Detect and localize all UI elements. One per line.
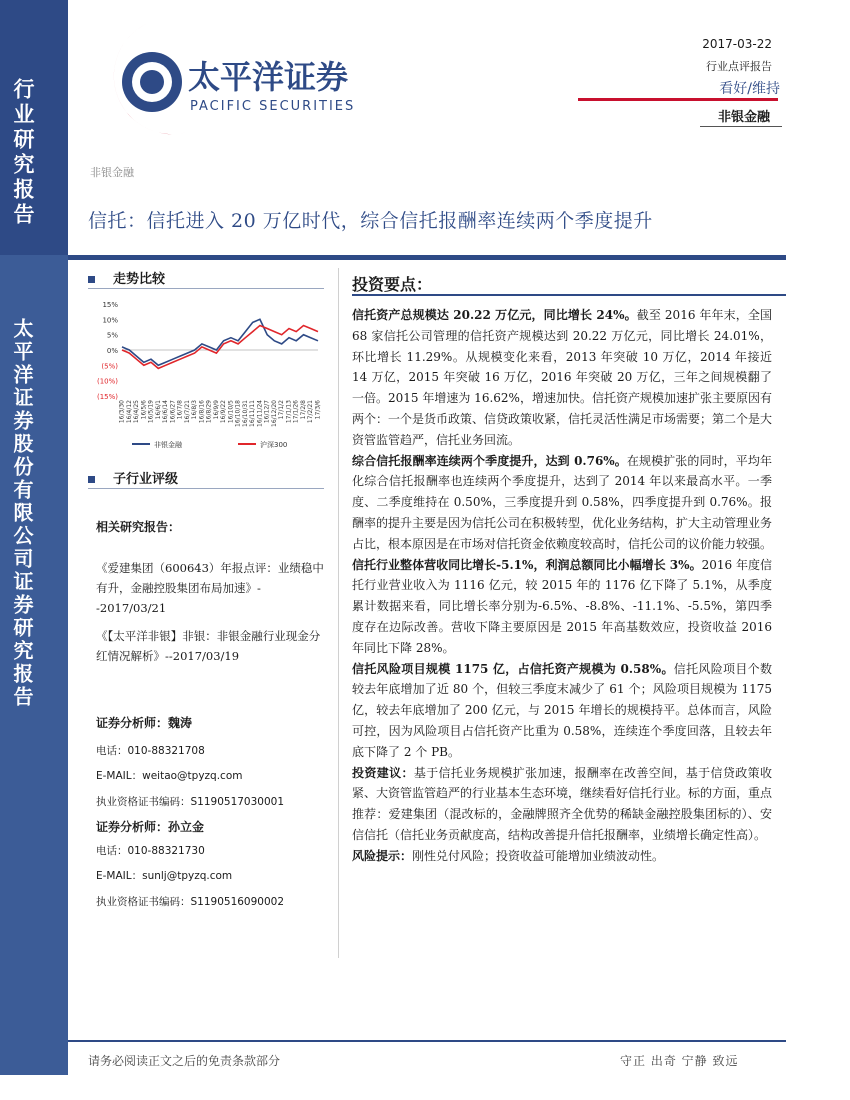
header-sector: 非银金融	[717, 110, 770, 125]
paragraph-text: 2016 年度信托行业营业收入为 1116 亿元，较 2015 年的 1176 亿下降了 5.1%，从季度累计数据来看，同比增长率分别为-6.5%、-8.8%、-11.1%、-5.5%，第四季度存在边际改善。营收下降主要原因是 2015 年高基数效应，投资收益 2016 年同比下降 28%。	[352, 557, 772, 655]
x-tick-label: 16/7/21	[183, 400, 191, 424]
y-tick-label: (5%)	[101, 362, 118, 371]
industry-rating: 看好/维持	[719, 81, 780, 97]
subindustry-heading-text: 子行业评级	[113, 472, 179, 487]
x-tick-label: 16/8/29	[205, 400, 213, 424]
paragraph-advice	[352, 763, 772, 846]
page-title: 信托：信托进入 20 万亿时代，综合信托报酬率连续两个季度提升	[88, 210, 653, 232]
x-tick-label: 16/7/8	[176, 400, 184, 420]
y-tick-label: (10%)	[96, 377, 118, 386]
y-tick-label: 15%	[102, 301, 118, 309]
x-tick-label: 16/9/9	[212, 400, 220, 420]
legend-label: 非银金融	[154, 441, 182, 449]
series-line-非银金融	[122, 319, 318, 365]
related-report-1[interactable]: 《爱建集团（600643）年报点评：业绩稳中有升，金融控股集团布局加速》--2017/03/21	[96, 561, 324, 615]
analyst-phone: 电话：010-88321730	[96, 845, 205, 857]
trend-rule	[88, 288, 324, 289]
paragraph-lead: 风险提示：	[352, 848, 413, 863]
logo-mark-icon	[88, 16, 378, 140]
paragraph-text: 刚性兑付风险；投资收益可能增加业绩波动性。	[412, 848, 665, 863]
report-date: 2017-03-22	[702, 37, 772, 51]
x-tick-label: 17/1/13	[285, 400, 293, 424]
analyst-email[interactable]: E-MAIL：weitao@tpyzq.com	[96, 770, 243, 782]
analyst-email[interactable]: E-MAIL：sunlj@tpyzq.com	[96, 870, 233, 882]
analyst-phone: 电话：010-88321708	[96, 745, 205, 757]
related-reports-heading: 相关研究报告：	[96, 520, 181, 534]
x-tick-label: 17/2/8	[299, 400, 307, 420]
paragraph-text: 在规模扩张的同时，平均年化综合信托报酬率也连续两个季度提升，达到了 2014 年以来最高水平。一季度、二季度维持在 0.50%，三季度提升到 0.58%，四季度提升到 0.76%。报酬率的提升主要是因为信托公司在积极转型，优化业务结构，扩大主动管理业务占比，根本原因是在市场对信托资金依赖度较高时，信托公司的议价能力较强。	[352, 453, 773, 551]
analyst-name: 证券分析师：孙立金	[96, 820, 205, 834]
trend-heading	[88, 268, 165, 287]
header-red-line	[578, 98, 778, 101]
report-type: 行业点评报告	[706, 60, 772, 73]
paragraph-asset-scale	[352, 305, 772, 451]
paragraph-risk-projects	[352, 659, 772, 763]
related-report-2[interactable]: 《【太平洋非银】非银：非银金融行业现金分红情况解析》--2017/03/19	[96, 629, 321, 663]
investment-body	[352, 305, 772, 867]
paragraph-text: 基于信托业务规模扩张加速，报酬率在改善空间，基于信贷政策收紧、大资管监管趋严的行业基本生态环境，继续看好信托行业。标的方面，重点推荐：爱建集团（混改标的，金融牌照齐全优势的稀缺金融控股集团标的）、安信信托（信托业务贡献度高，结构改善提升信托报酬率，业绩增长确定性高）。	[352, 765, 773, 842]
paragraph-text: 截至 2016 年年末，全国 68 家信托公司管理的信托资产规模达到 20.22 万亿元，同比增长 24.01%，环比增长 11.29%。从规模变化来看，2013 年突破 10 万亿，2014 年接近 14 万亿，2015 年突破 16 万亿，2016 年突破 20 万亿，三年之间规模翻了一倍。2015 年增速为 16.62%，增速加快。信托资产规模加速扩张主要原因有两个：一个是货币政策、信贷政策收紧，信托灵活性满足市场需要；第二个是大资管监管趋严，信托业务回流。	[352, 308, 773, 447]
subindustry-heading	[88, 468, 178, 487]
logo-name-cn: 太平洋证券	[188, 58, 349, 96]
x-tick-label: 16/5/6	[140, 400, 148, 420]
trend-chart-svg	[88, 296, 324, 456]
title-rule	[68, 255, 786, 260]
bullet-square-icon	[88, 476, 95, 483]
analyst-cert: 执业资格证书编码：S1190516090002	[96, 896, 285, 908]
trend-heading-text: 走势比较	[113, 272, 166, 287]
paragraph-lead: 信托行业整体营收同比增长-5.1%，利润总额同比小幅增长 3%。	[352, 557, 702, 572]
side-label-report-type: 行业研究报告	[11, 78, 36, 228]
x-tick-label: 17/1/26	[292, 400, 300, 424]
legend-label: 沪深300	[260, 441, 288, 449]
x-tick-label: 16/3/30	[118, 400, 126, 424]
x-tick-label: 16/6/1	[154, 400, 162, 420]
y-tick-label: 5%	[106, 331, 118, 340]
sector-caption: 非银金融	[90, 166, 134, 179]
x-tick-label: 16/11/11	[249, 400, 257, 427]
x-tick-label: 16/11/24	[256, 400, 264, 427]
subindustry-rule	[88, 488, 324, 489]
x-tick-label: 16/9/22	[220, 400, 228, 424]
header-rule	[700, 126, 782, 127]
paragraph-fee-rate	[352, 451, 772, 555]
x-tick-label: 16/12/7	[263, 400, 271, 424]
x-tick-label: 16/10/18	[234, 400, 242, 427]
company-logo	[88, 16, 378, 140]
paragraph-lead: 信托风险项目规模 1175 亿，占信托资产规模为 0.58%。	[352, 661, 674, 676]
y-tick-label: 10%	[102, 316, 118, 325]
x-tick-label: 16/10/31	[241, 400, 249, 427]
column-divider	[338, 268, 339, 958]
x-tick-label: 17/3/6	[314, 400, 322, 420]
analyst-cert: 执业资格证书编码：S1190517030001	[96, 796, 285, 808]
x-tick-label: 16/6/14	[162, 400, 170, 424]
bullet-square-icon	[88, 276, 95, 283]
paragraph-lead: 综合信托报酬率连续两个季度提升，达到 0.76%。	[352, 453, 627, 468]
paragraph-revenue	[352, 555, 772, 659]
disclaimer-note: 请务必阅读正文之后的免责条款部分	[88, 1054, 281, 1068]
paragraph-risk-warning	[352, 846, 772, 867]
x-tick-label: 16/4/25	[133, 400, 141, 424]
investment-highlights-heading: 投资要点：	[352, 275, 433, 294]
paragraph-text: 信托风险项目个数较去年底增加了近 80 个，但较三季度末减少了 61 个；风险项目规模为 1175 亿，较去年底增加了 200 亿元，与 2015 年增长的规模持平。总体而言，风险可控，因为风险项目占信托资产比重为 0.58%，连续连个季度回落，且较去年底下降了 2 个 PB。	[352, 661, 772, 759]
x-tick-label: 16/10/5	[227, 400, 235, 424]
x-tick-label: 16/5/19	[147, 400, 155, 424]
x-tick-label: 16/8/3	[191, 400, 199, 420]
x-tick-label: 16/6/27	[169, 400, 177, 424]
y-tick-label: 0%	[106, 347, 118, 355]
analyst-name: 证券分析师：魏涛	[96, 716, 193, 730]
investment-rule	[352, 294, 786, 296]
x-tick-label: 16/12/20	[270, 400, 278, 427]
company-motto: 守正 出奇 宁静 致远	[620, 1054, 739, 1068]
trend-chart	[88, 296, 324, 456]
footer-rule	[68, 1040, 786, 1042]
paragraph-lead: 投资建议：	[352, 765, 414, 780]
series-line-沪深300	[122, 326, 318, 369]
logo-name-en: PACIFIC SECURITIES	[190, 99, 356, 114]
side-label-company: 太平洋证券股份有限公司证券研究报告	[10, 318, 34, 709]
paragraph-lead: 信托资产总规模达 20.22 万亿元，同比增长 24%。	[352, 308, 637, 322]
x-tick-label: 16/4/12	[125, 400, 133, 424]
x-tick-label: 17/2/21	[307, 400, 315, 424]
y-tick-label: (15%)	[96, 393, 118, 401]
x-tick-label: 16/8/16	[198, 400, 206, 424]
x-tick-label: 17/1/2	[278, 400, 286, 420]
